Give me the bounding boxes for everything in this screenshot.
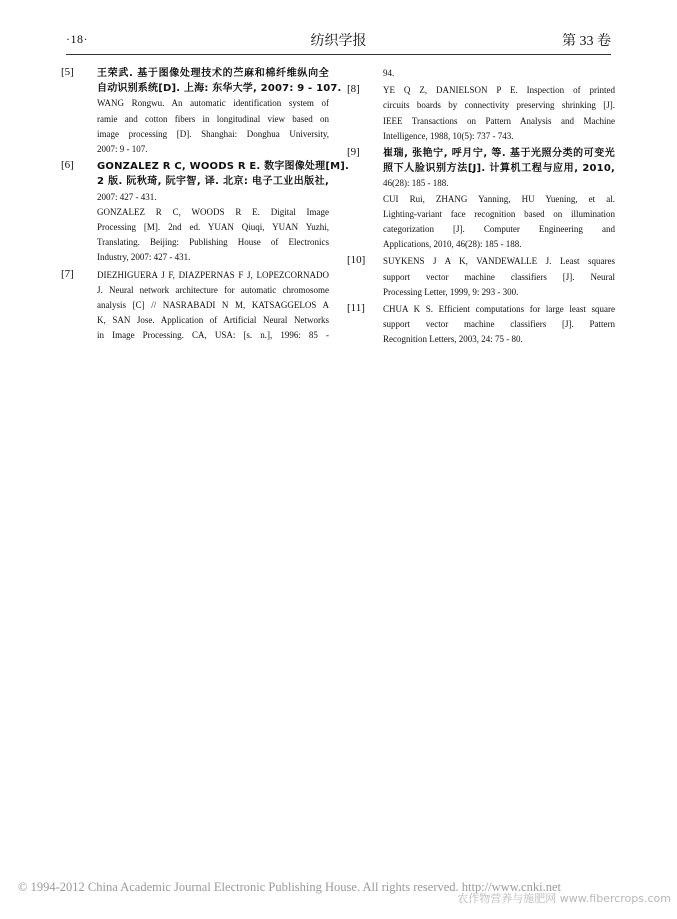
- reference-line: Recognition Letters, 2003, 24: 75 - 80.: [383, 334, 523, 345]
- reference-line: YE Q Z, DANIELSON P E. Inspection of printed: [383, 85, 615, 96]
- reference-line: Industry, 2007: 427 - 431.: [97, 252, 191, 263]
- reference-line: K, SAN Jose. Application of Artificial Neural Networks: [97, 315, 329, 326]
- running-header: [66, 30, 611, 55]
- reference-line: 照下人脸识别方法[J]. 计算机工程与应用, 2010,: [383, 163, 615, 175]
- reference-line: CUI Rui, ZHANG Yanning, HU Yuening, et al.: [383, 193, 615, 204]
- reference-number: [6]: [61, 159, 74, 172]
- watermark-text: 农作物营养与施肥网 www.fibercrops.com: [457, 892, 671, 905]
- reference-number: [7]: [61, 267, 74, 280]
- reference-entry: [61, 159, 350, 265]
- reference-entry: [383, 66, 615, 81]
- reference-line: Lighting-variant face recognition based on illumination: [383, 208, 615, 219]
- reference-entry: [61, 66, 342, 157]
- reference-line: Translating. Beijing: Publishing House of Electronics: [97, 237, 329, 248]
- reference-line: WANG Rongwu. An automatic identification system of: [97, 98, 329, 109]
- reference-line: support vector machine classifiers [J]. Pattern: [383, 319, 615, 330]
- reference-number: [8]: [347, 83, 360, 96]
- reference-line: GONZALEZ R C, WOODS R E. 数字图像处理[M].: [97, 161, 350, 173]
- reference-line: categorization [J]. Computer Engineering and: [383, 224, 615, 235]
- journal-name: 纺织学报: [310, 34, 367, 49]
- reference-line: GONZALEZ R C, WOODS R E. Digital Image: [97, 206, 329, 217]
- reference-line: support vector machine classifiers [J]. Neural: [383, 271, 615, 282]
- reference-line: J. Neural network architecture for automatic chromosome: [97, 284, 329, 295]
- reference-line: in Image Processing. CA, USA: [s. n.], 1996: 85 -: [97, 330, 329, 341]
- reference-line: CHUA K S. Efficient computations for large least square: [383, 304, 615, 315]
- reference-line: DIEZHIGUERA J F, DIAZPERNAS F J, LOPEZCORNADO: [97, 269, 329, 280]
- reference-line: Applications, 2010, 46(28): 185 - 188.: [383, 239, 522, 250]
- reference-line: 2 版. 阮秋琦, 阮宇智, 译. 北京: 电子工业出版社,: [97, 176, 329, 188]
- reference-line: 崔瑞, 张艳宁, 呼月宁, 等. 基于光照分类的可变光: [383, 148, 615, 160]
- reference-entry: [61, 267, 329, 344]
- reference-entry: [347, 302, 615, 348]
- reference-entry: [347, 254, 615, 300]
- reference-entry: [347, 83, 615, 144]
- reference-column-left: [61, 66, 350, 346]
- reference-line: circuits boards by connectivity preserving shrinking [J].: [383, 100, 615, 111]
- reference-line: Processing Letter, 1999, 9: 293 - 300.: [383, 286, 519, 297]
- reference-column-right: [347, 66, 615, 350]
- reference-number: [9]: [347, 146, 360, 159]
- reference-line: IEEE Transactions on Pattern Analysis and Machine: [383, 115, 615, 126]
- reference-line: analysis [C] // NASRABADI N M, KATSAGGELOS A: [97, 300, 329, 311]
- reference-line: Intelligence, 1988, 10(5): 737 - 743.: [383, 130, 514, 141]
- reference-number: [5]: [61, 66, 74, 78]
- volume-label: 第 33 卷: [562, 34, 611, 49]
- page-number: ·18·: [66, 32, 88, 46]
- reference-line: 2007: 427 - 431.: [97, 191, 157, 202]
- reference-line: 46(28): 185 - 188.: [383, 178, 449, 189]
- reference-number: [10]: [347, 254, 366, 267]
- reference-line: image processing [D]. Shanghai: Donghua University,: [97, 128, 329, 139]
- reference-line: 2007: 9 - 107.: [97, 144, 148, 155]
- reference-line: ramie and cotton fibers in longitudinal view based on: [97, 113, 329, 124]
- reference-number: [11]: [347, 302, 365, 315]
- reference-line: SUYKENS J A K, VANDEWALLE J. Least squares: [383, 256, 615, 267]
- reference-line: Processing [M]. 2nd ed. YUAN Qiuqi, YUAN Yuzhi,: [97, 222, 329, 233]
- reference-entry: [347, 146, 615, 252]
- copyright-footer: © 1994-2012 China Academic Journal Electronic Publishing House. All rights reserved. http://www.cnki.net: [18, 880, 561, 894]
- reference-line: 自动识别系统[D]. 上海: 东华大学, 2007: 9 - 107.: [97, 83, 342, 95]
- reference-line: 94.: [383, 68, 395, 78]
- reference-line: 王荣武. 基于图像处理技术的苎麻和棉纤维纵向全: [97, 68, 329, 79]
